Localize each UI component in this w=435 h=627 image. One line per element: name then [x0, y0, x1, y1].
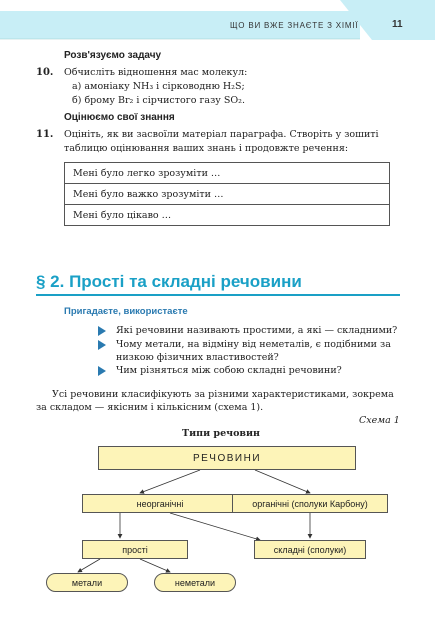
scheme-title: Типи речовин — [182, 428, 260, 439]
body-line-2: за складом — якісним і кількісним (схема 1). — [36, 402, 264, 413]
scheme-label: Схема 1 — [359, 415, 400, 426]
table-cell: Мені було цікаво … — [65, 205, 390, 226]
recall-question-1: Які речовини називають простими, а які — складними? — [116, 325, 398, 336]
page-number: 11 — [392, 19, 403, 30]
nonmetals-oval: неметали — [154, 573, 236, 592]
recall-question-2-line1: Чому метали, на відміну від неметалів, є подібними за — [116, 339, 391, 350]
running-header-title: ЩО ВИ ВЖЕ ЗНАЄТЕ З ХІМІЇ — [230, 21, 359, 30]
simple-box: прості — [82, 540, 188, 559]
metals-oval: метали — [46, 573, 128, 592]
paragraph-title: § 2. Прості та складні речовини — [36, 272, 302, 291]
scheme-root-box: РЕЧОВИНИ — [98, 446, 356, 470]
table-cell: Мені було важко зрозуміти … — [65, 184, 390, 205]
task-11-number: 11. — [36, 129, 54, 140]
recall-question-3: Чим різняться між собою складні речовини? — [116, 365, 342, 376]
inorganic-box: неорганічні — [82, 494, 238, 513]
task-10-b: б) брому Br₂ і сірчистого газу SO₂. — [72, 95, 245, 106]
task-10-a: а) амоніаку NH₃ і сірководню H₂S; — [72, 81, 245, 92]
task-11-line1: Оцініть, як ви засвоїли матеріал параграфа. Створіть у зошиті — [64, 129, 379, 140]
recall-question-2-line2: низкою фізичних властивостей? — [116, 352, 279, 363]
organic-box: органічні (сполуки Карбону) — [232, 494, 388, 513]
task-10-number: 10. — [36, 67, 54, 78]
assess-heading: Оцінюємо свої знання — [64, 112, 175, 123]
task-11-line2: таблицю оцінювання ваших знань і продовжте речення: — [64, 143, 349, 154]
recall-heading: Пригадаєте, використаєте — [64, 306, 188, 317]
task-10-text: Обчисліть відношення мас молекул: — [64, 67, 248, 78]
body-line-1: Усі речовини класифікують за різними характеристиками, зокрема — [52, 389, 394, 400]
table-cell: Мені було легко зрозуміти … — [65, 163, 390, 184]
solve-task-heading: Розв'язуємо задачу — [64, 50, 162, 61]
complex-box: складні (сполуки) — [254, 540, 366, 559]
